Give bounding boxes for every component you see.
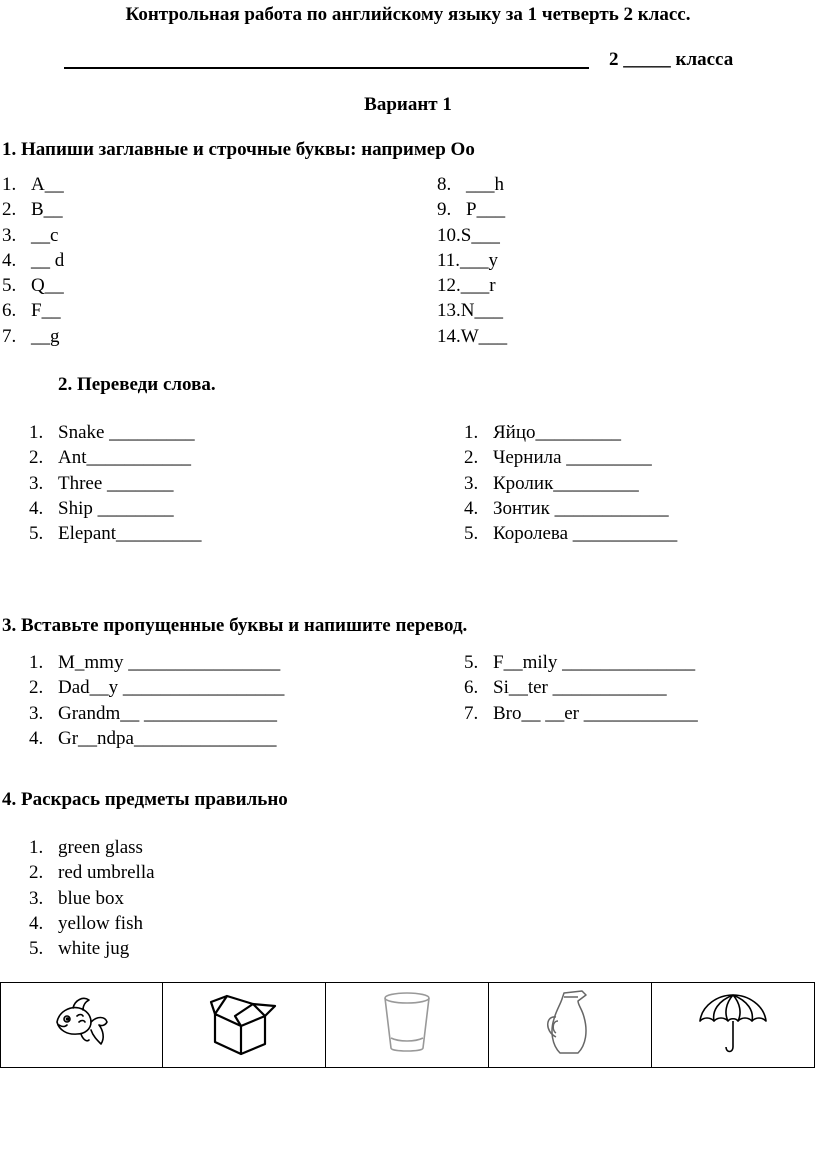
task2-heading: 2. Переведи слова. [58, 374, 216, 395]
task4-list [29, 835, 155, 961]
list-item: 4. Зонтик ____________ [464, 497, 669, 519]
list-item: 2. B__ [2, 199, 63, 221]
list-item: 8. ___h [437, 174, 504, 195]
list-item: 5. Королева ___________ [464, 523, 678, 545]
list-item: 4. Ship ________ [29, 497, 174, 519]
task4-heading: 4. Раскрась предметы правильно [2, 789, 288, 810]
list-item: 1. M_mmy ________________ [29, 652, 281, 673]
class-label: 2 _____ класса [609, 49, 734, 70]
student-name-line [64, 47, 589, 69]
picture-cell [1, 983, 163, 1068]
list-item: 14. W___ [437, 325, 508, 347]
list-item: 1. Яйцо_________ [464, 422, 622, 443]
list-item: 5. F__mily ______________ [464, 652, 696, 673]
glass-icon [379, 990, 435, 1056]
list-item: 5. Q__ [2, 275, 64, 297]
task1-heading: 1. Напиши заглавные и строчные буквы: например Оо [2, 139, 475, 160]
list-item: 4. __ d [2, 249, 65, 271]
jug-icon [542, 987, 598, 1059]
list-item: 7. __g [2, 325, 60, 347]
variant-title: Вариант 1 [364, 94, 452, 115]
list-item: 7. Bro__ __er ____________ [464, 702, 698, 724]
picture-cell [326, 983, 489, 1068]
list-item: 3. blue box [29, 887, 124, 909]
list-item: 3. __c [2, 224, 59, 246]
task3-right-list [464, 650, 698, 726]
list-item: 11. ___y [437, 249, 499, 271]
list-item: 2. Ant___________ [29, 447, 191, 469]
picture-cell [489, 983, 652, 1068]
picture-cell [652, 983, 815, 1068]
list-item: 3. Кролик_________ [464, 472, 639, 494]
list-item: 4. Gr__ndpa_______________ [29, 727, 277, 749]
pictures-table [0, 982, 815, 1068]
list-item: 5. Elepant_________ [29, 523, 202, 545]
list-item: 6. Si__ter ____________ [464, 677, 667, 699]
list-item: 2. red umbrella [29, 862, 155, 884]
list-item: 1. green glass [29, 837, 143, 858]
list-item: 2. Dad__y _________________ [29, 677, 285, 699]
task1-right-list [437, 172, 507, 349]
task3-left-list [29, 650, 284, 751]
list-item: 12. ___r [437, 275, 496, 297]
task1-left-list [2, 172, 64, 349]
list-item: 1. A__ [2, 174, 64, 195]
umbrella-icon [696, 991, 770, 1055]
picture-cell [163, 983, 326, 1068]
list-item: 2. Чернила _________ [464, 447, 652, 469]
box-icon [209, 988, 279, 1058]
list-item: 4. yellow fish [29, 912, 143, 934]
fish-icon [51, 992, 113, 1054]
list-item: 3. Grandm__ ______________ [29, 702, 278, 724]
list-item: 6. F__ [2, 300, 61, 322]
task2-left-list [29, 420, 202, 546]
list-item: 13. N___ [437, 300, 503, 322]
task2-right-list [464, 420, 677, 546]
list-item: 9. P___ [437, 199, 506, 221]
page-title: Контрольная работа по английскому языку за 1 четверть 2 класс. [125, 4, 691, 25]
task3-heading: 3. Вставьте пропущенные буквы и напишите перевод. [2, 615, 468, 636]
list-item: 5. white jug [29, 938, 130, 960]
list-item: 1. Snake _________ [29, 422, 195, 443]
list-item: 10. S___ [437, 224, 500, 246]
list-item: 3. Three _______ [29, 472, 174, 494]
